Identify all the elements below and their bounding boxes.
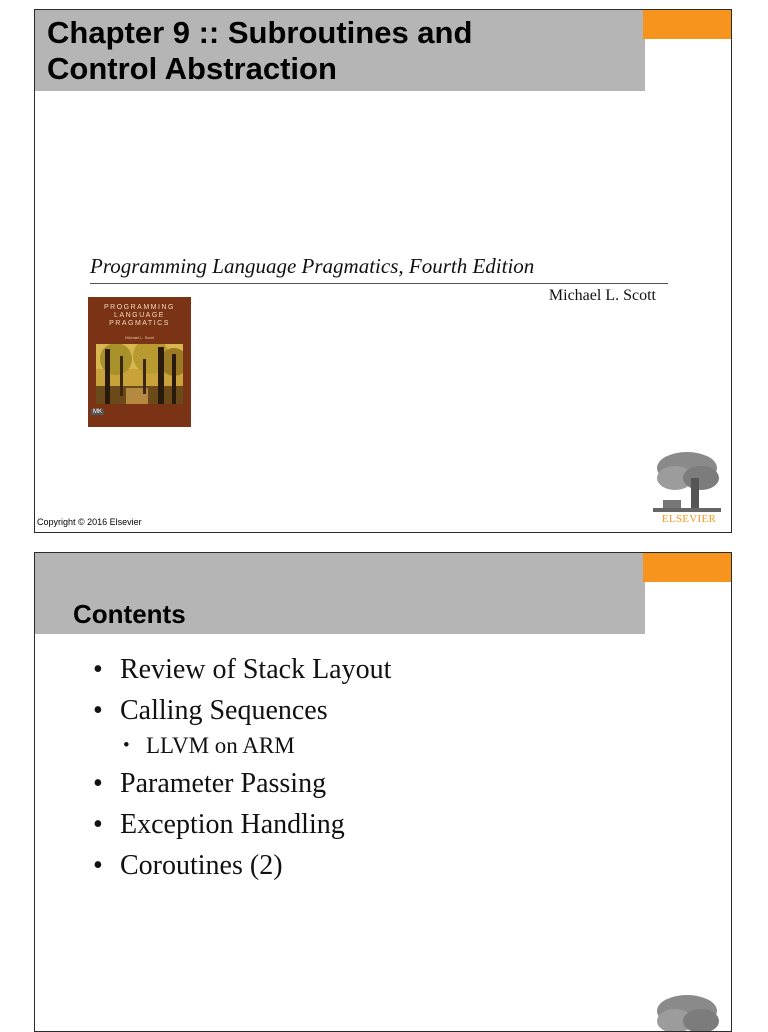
- list-item: • Review of Stack Layout: [93, 649, 391, 690]
- author-name: Michael L. Scott: [548, 287, 656, 304]
- contents-list: [93, 649, 391, 886]
- title-slide: [34, 9, 732, 533]
- copyright-notice: Copyright © 2016 Elsevier: [37, 517, 142, 527]
- book-title: Programming Language Pragmatics, Fourth Edition: [90, 254, 535, 278]
- book-cover-image: [88, 297, 191, 427]
- elsevier-wordmark: ELSEVIER: [661, 513, 717, 525]
- accent-block: [643, 10, 731, 39]
- forest-illustration: [96, 344, 183, 404]
- cover-title: PROGRAMMING LANGUAGE PRAGMATICS: [104, 304, 175, 327]
- slide-title: Chapter 9 :: Subroutines and Control Abstraction: [47, 15, 473, 86]
- slide-title: Contents: [73, 599, 186, 629]
- contents-slide: [34, 552, 732, 1032]
- elsevier-tree-logo: [653, 991, 721, 1031]
- title-bar: [35, 10, 645, 91]
- list-item: • Exception Handling: [93, 804, 391, 845]
- list-item: • LLVM on ARM: [93, 728, 391, 763]
- list-item: • Calling Sequences: [93, 690, 391, 731]
- list-item: • Coroutines (2): [93, 845, 391, 886]
- title-bar: [35, 553, 645, 634]
- publisher-badge: MK: [93, 409, 102, 415]
- accent-block: [643, 553, 731, 582]
- title-rule: [90, 283, 668, 284]
- list-item: • Parameter Passing: [93, 763, 391, 804]
- cover-author: Michael L. Scott: [125, 335, 154, 340]
